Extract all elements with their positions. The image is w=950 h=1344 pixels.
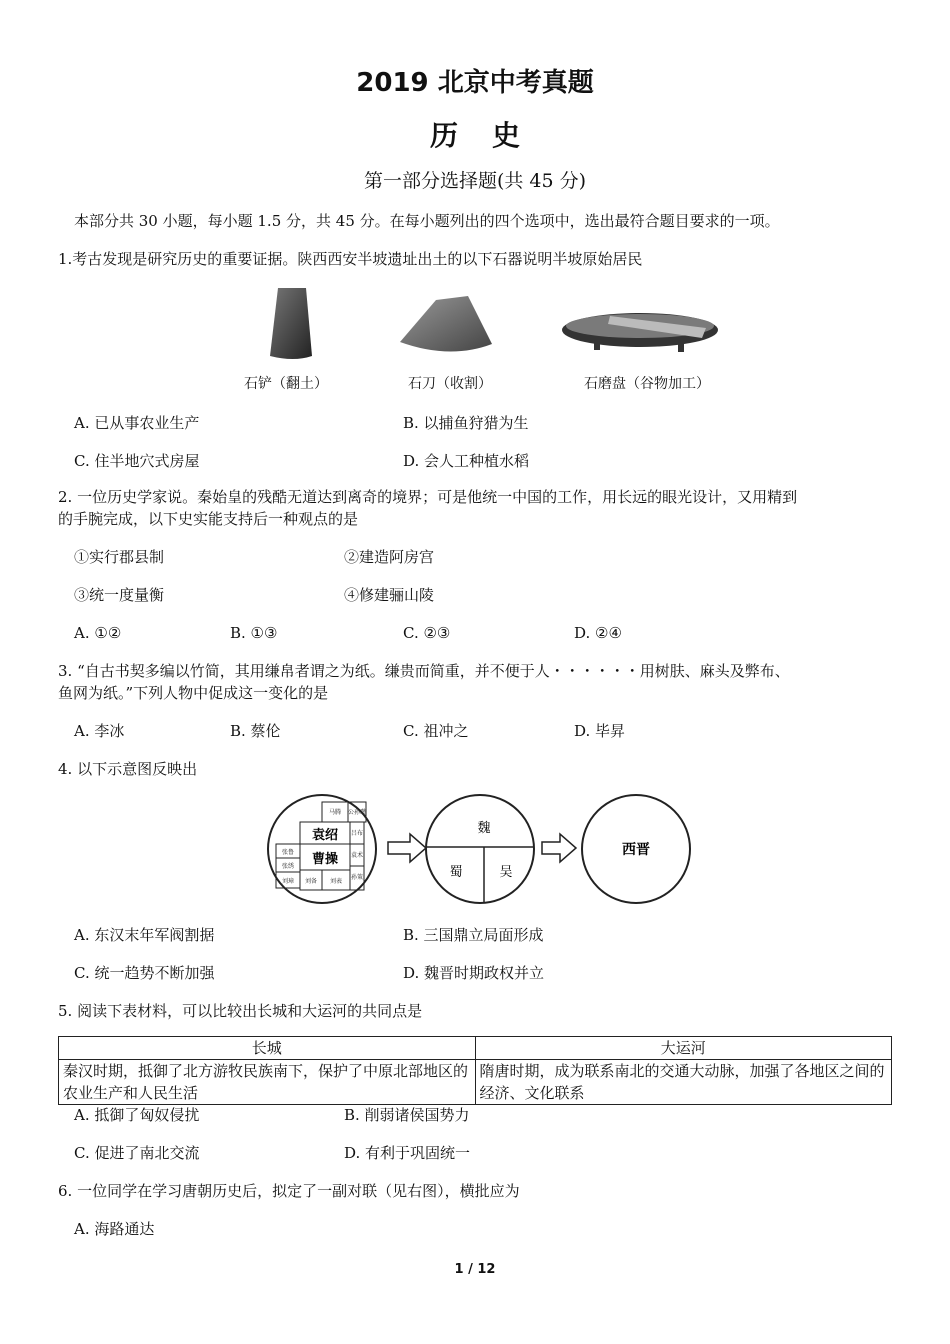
q4-stem: 4. 以下示意图反映出 — [58, 760, 198, 778]
q1-option-c: C. 住半地穴式房屋 — [74, 452, 200, 470]
q2-option-d: D. ②④ — [574, 624, 622, 642]
q2-stem-line1: 2. 一位历史学家说。秦始皇的残酷无道达到离奇的境界；可是他统一中国的工作，用长远的眼光设计，又用精到 — [58, 488, 798, 506]
arrow-1 — [388, 834, 426, 862]
q1-option-a: A. 已从事农业生产 — [74, 414, 200, 432]
q4-diagram — [262, 792, 722, 908]
q4-option-b: B. 三国鼎立局面形成 — [403, 926, 544, 944]
q2-item-3: ③统一度量衡 — [74, 586, 165, 604]
q5-option-a: A. 抵御了匈奴侵扰 — [74, 1106, 200, 1124]
q3-option-a: A. 李冰 — [74, 722, 125, 740]
q1-option-d: D. 会人工种植水稻 — [403, 452, 530, 470]
q1-caption-knife: 石刀（收割） — [408, 376, 492, 392]
part-title: 第一部分选择题(共 45 分) — [363, 170, 587, 192]
q5-option-d: D. 有利于巩固统一 — [344, 1144, 471, 1162]
svg-text:公孙瓒: 公孙瓒 — [347, 809, 367, 816]
table-row — [59, 1060, 892, 1105]
instructions: 本部分共 30 小题，每小题 1.5 分，共 45 分。在每小题列出的四个选项中，选出最符合题目要求的一项。 — [74, 212, 780, 230]
table-header-great-wall: 长城 — [59, 1037, 476, 1060]
q2-item-1: ①实行郡县制 — [74, 548, 165, 566]
q1-stone-tools-figure — [250, 282, 730, 374]
q4-option-d: D. 魏晋时期政权并立 — [403, 964, 545, 982]
q2-item-2: ②建造阿房宫 — [344, 548, 435, 566]
q2-option-b: B. ①③ — [230, 624, 278, 642]
warlord-yuanshao-label: 袁绍 — [311, 828, 339, 843]
q4-option-a: A. 东汉末年军阀割据 — [74, 926, 215, 944]
q3-option-c: C. 祖冲之 — [403, 722, 469, 740]
stone-knife-shape — [400, 296, 492, 352]
stone-spade-shape — [270, 288, 312, 359]
q2-stem-line2: 的手腕完成，以下史实能支持后一种观点的是 — [58, 510, 359, 528]
q3-option-d: D. 毕昇 — [574, 722, 626, 740]
arrow-2 — [542, 834, 576, 862]
q1-caption-spade: 石铲（翻土） — [244, 376, 328, 392]
three-kingdoms-circle — [426, 795, 534, 903]
q3-stem-line2: 鱼网为纸。”下列人物中促成这一变化的是 — [58, 684, 329, 702]
warlord-caocao-label: 曹操 — [311, 852, 339, 867]
svg-text:袁术: 袁术 — [350, 852, 364, 859]
q3-option-b: B. 蔡伦 — [230, 722, 281, 740]
page-number: 1 / 12 — [454, 1262, 496, 1277]
q6-option-a: A. 海路通达 — [74, 1220, 155, 1238]
western-jin-label: 西晋 — [622, 842, 650, 858]
svg-text:刘表: 刘表 — [329, 878, 343, 885]
subject-title: 历史 — [429, 119, 554, 152]
table-header-row — [59, 1037, 892, 1060]
svg-text:马腾: 马腾 — [328, 809, 342, 816]
svg-text:吕布: 吕布 — [350, 830, 364, 837]
svg-text:刘备: 刘备 — [304, 878, 318, 885]
kingdom-wu-label: 吴 — [499, 865, 513, 880]
q5-option-c: C. 促进了南北交流 — [74, 1144, 200, 1162]
paper-title: 2019 北京中考真题 — [356, 68, 594, 98]
table-header-grand-canal: 大运河 — [475, 1037, 892, 1060]
kingdom-wei-label: 魏 — [477, 821, 491, 836]
svg-text:张绣: 张绣 — [281, 863, 295, 870]
q6-stem: 6. 一位同学在学习唐朝历史后，拟定了一副对联（见右图），横批应为 — [58, 1182, 520, 1200]
q5-option-b: B. 削弱诸侯国势力 — [344, 1106, 470, 1124]
q5-stem: 5. 阅读下表材料，可以比较出长城和大运河的共同点是 — [58, 1002, 423, 1020]
table-cell-great-wall: 秦汉时期，抵御了北方游牧民族南下，保护了中原北部地区的农业生产和人民生活 — [59, 1060, 476, 1105]
kingdom-shu-label: 蜀 — [449, 865, 463, 880]
svg-text:刘璋: 刘璋 — [281, 878, 295, 885]
q1-stem: 1.考古发现是研究历史的重要证据。陕西西安半坡遗址出土的以下石器说明半坡原始居民 — [58, 250, 643, 268]
svg-text:张鲁: 张鲁 — [281, 849, 295, 856]
svg-text:孙策: 孙策 — [350, 874, 364, 881]
table-cell-grand-canal: 隋唐时期，成为联系南北的交通大动脉，加强了各地区之间的经济、文化联系 — [475, 1060, 892, 1105]
q4-option-c: C. 统一趋势不断加强 — [74, 964, 215, 982]
q1-caption-millstone: 石磨盘（谷物加工） — [584, 376, 710, 392]
q2-option-a: A. ①② — [74, 624, 122, 642]
q5-comparison-table — [58, 1036, 892, 1105]
q1-option-b: B. 以捕鱼狩猎为生 — [403, 414, 529, 432]
q3-stem-line1: 3. “自古书契多编以竹简，其用缣帛者谓之为纸。缣贵而简重，并不便于人・・・・・・用树肤、麻头及弊布、 — [58, 662, 790, 680]
q2-option-c: C. ②③ — [403, 624, 451, 642]
q2-item-4: ④修建骊山陵 — [344, 586, 435, 604]
